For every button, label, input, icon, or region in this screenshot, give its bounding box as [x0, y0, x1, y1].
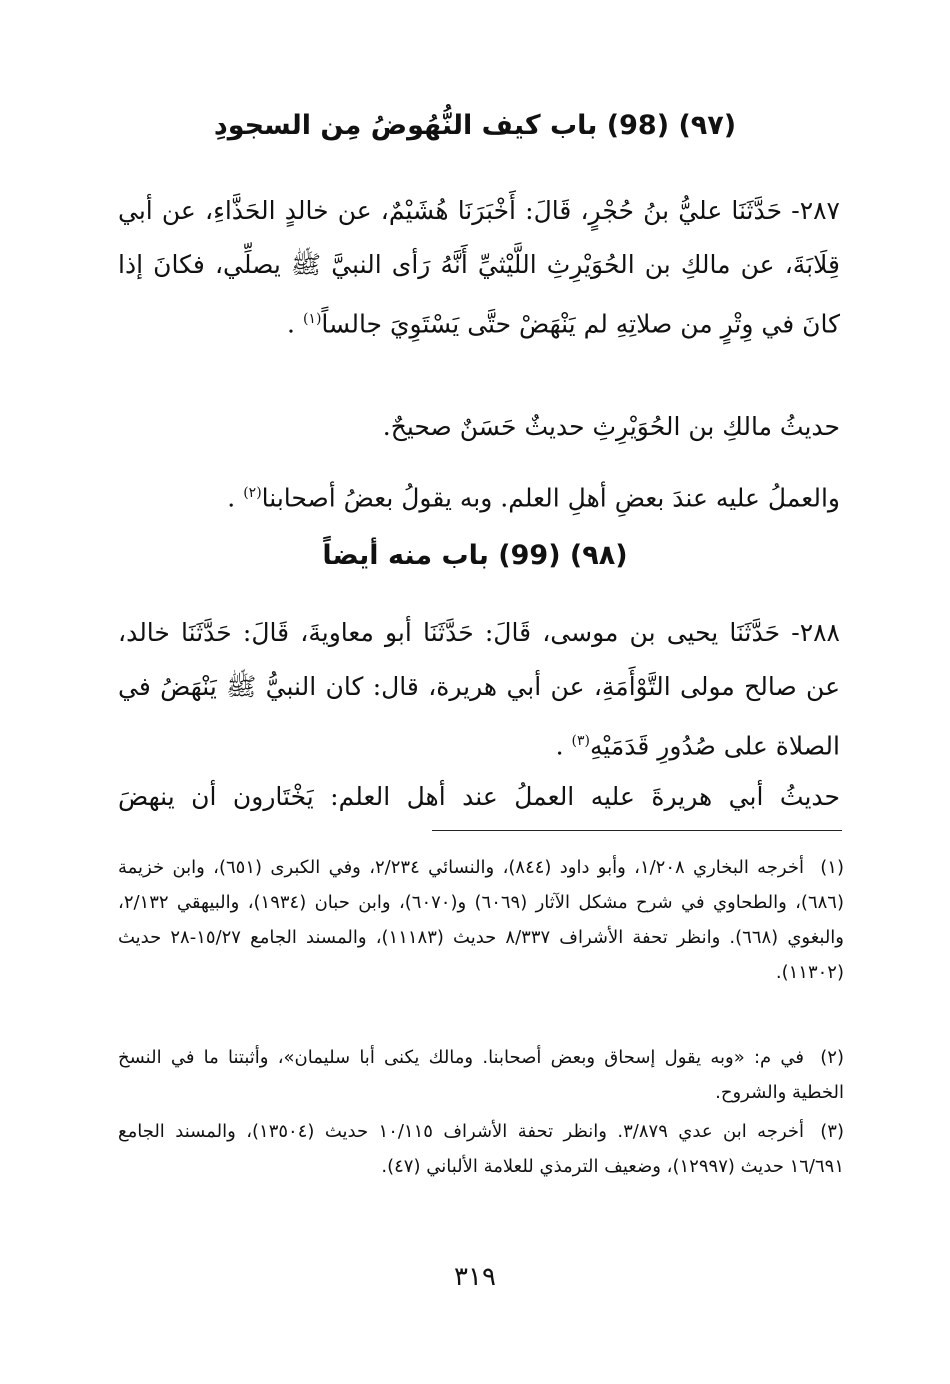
footnote-1	[118, 850, 844, 990]
amal-287-text: والعملُ عليه عندَ بعضِ أهلِ العلم. وبه يقولُ بعضُ أصحابنا	[261, 483, 840, 513]
footnote-1-text: أخرجه البخاري ١/٢٠٨، وأبو داود (٨٤٤)، والنسائي ٢/٢٣٤، وفي الكبرى (٦٥١)، وابن خزيمة (٦٨٦)، والطحاوي في شرح مشكل الآثار (٦٠٦٩) و(٦٠٧٠)، وابن حبان (١٩٣٤)، والبيهقي ٢/١٣٢، والبغوي (٦٦٨). وانظر تحفة الأشراف ٨/٣٣٧ حديث (١١١٨٣)، والمسند الجامع ١٥/٢٧-٢٨ حديث (١١٣٠٢).	[118, 857, 845, 983]
footnote-ref-3: (٣)	[571, 733, 590, 749]
footnote-2	[118, 1040, 844, 1110]
footnote-2-number: (٢)	[820, 1047, 844, 1068]
hadith-287-text: ٢٨٧- حَدَّثَنَا عليُّ بنُ حُجْرٍ، قَالَ: أَخْبَرَنَا هُشَيْمٌ، عن خالدٍ الحَذَّاءِ، عن أبي قِلَابَةَ، عن مالكِ بن الحُوَيْرِثِ اللَّيْثيِّ أَنَّهُ رَأى النبيَّ ﷺ يصلِّي، فكانَ إذا كانَ في وِتْرٍ من صلاتِهِ لم يَنْهَضْ حتَّى يَسْتَوِيَ جالساً	[118, 196, 840, 339]
hadith-287: ٢٨٧- حَدَّثَنَا عليُّ بنُ حُجْرٍ، قَالَ: أَخْبَرَنَا هُشَيْمٌ، عن خالدٍ الحَذَّاءِ، عن أبي قِلَابَةَ، عن مالكِ بن الحُوَيْرِثِ اللَّيْثيِّ أَنَّهُ رَأى النبيَّ ﷺ يصلِّي، فكانَ إذا كانَ في وِتْرٍ من صلاتِهِ لم يَنْهَضْ حتَّى يَسْتَوِيَ جالساً$^{(١)}$ .	[118, 196, 840, 339]
hadith-288: ٢٨٨- حَدَّثَنَا يحيى بن موسى، قَالَ: حَدَّثَنَا أبو معاويةَ، قَالَ: حَدَّثَنَا خالد، عن صالح مولى التَّوْأَمَةِ، عن أبي هريرة، قال: كان النبيُّ ﷺ يَنْهَضُ في الصلاة على صُدُورِ قَدَمَيْهِ$^{(٣)}$ .	[118, 618, 840, 761]
grading-287: حديثُ مالكِ بن الحُوَيْرِثِ حديثٌ حَسَنٌ صحيحٌ.	[382, 412, 840, 441]
footnote-3	[118, 1114, 844, 1184]
grading-288: حديثُ أبي هريرةَ عليه العملُ عند أهل العلم: يَخْتَارون أن ينهضَ	[118, 782, 840, 811]
footnote-3-text: أخرجه ابن عدي ٣/٨٧٩. وانظر تحفة الأشراف ١٠/١١٥ حديث (١٣٥٠٤)، والمسند الجامع ١٦/٦٩١ حديث (١٢٩٩٧)، وضعيف الترمذي للعلامة الألباني (٤٧).	[118, 1121, 844, 1177]
footnote-ref-2: (٢)	[243, 485, 262, 501]
chapter-heading-97: (٩٧) (98) باب كيف النُّهُوضُ مِن السجودِ	[213, 110, 737, 141]
hadith-288-text: ٢٨٨- حَدَّثَنَا يحيى بن موسى، قَالَ: حَدَّثَنَا أبو معاويةَ، قَالَ: حَدَّثَنَا خالد، عن صالح مولى التَّوْأَمَةِ، عن أبي هريرة، قال: كان النبيُّ ﷺ يَنْهَضُ في الصلاة على صُدُورِ قَدَمَيْهِ	[118, 618, 840, 761]
amal-287: والعملُ عليه عندَ بعضِ أهلِ العلم. وبه يقولُ بعضُ أصحابنا$^{(٢)}$ .	[227, 483, 840, 513]
chapter-heading-98: (٩٨) (99) باب منه أيضاً	[322, 540, 628, 571]
footnote-ref-1: (١)	[302, 311, 322, 327]
footnote-2-text: في م: «وبه يقول إسحاق وبعض أصحابنا. ومالك يكنى أبا سليمان»، وأثبتنا ما في النسخ الخطية والشروح.	[118, 1047, 844, 1103]
footnote-3-number: (٣)	[820, 1121, 844, 1142]
page-number: ٣١٩	[454, 1262, 496, 1292]
footnote-1-number: (١)	[820, 857, 844, 878]
footnote-separator	[432, 830, 842, 831]
